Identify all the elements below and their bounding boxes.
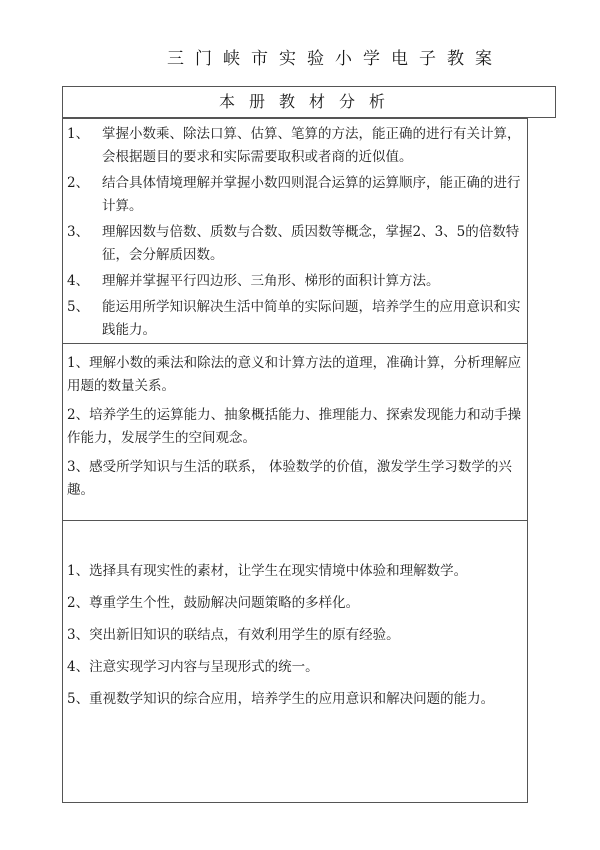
- list-item: 3、感受所学知识与生活的联系， 体验数学的价值，激发学生学习数学的兴趣。: [67, 459, 512, 498]
- item-number: 4、: [67, 273, 90, 289]
- item-text: 理解因数与倍数、质数与合数、质因数等概念，掌握2、3、5的倍数特征，会分解质因数。: [102, 224, 520, 263]
- list-item: [67, 296, 525, 342]
- knowledge-points-list: [67, 123, 525, 345]
- item-number: 1、: [67, 126, 90, 142]
- item-number: 2、: [67, 175, 90, 191]
- list-item: 2、培养学生的运算能力、抽象概括能力、推理能力、探索发现能力和动手操作能力，发展学生的空间观念。: [67, 407, 522, 446]
- section-divider: [62, 520, 528, 521]
- list-item: 2、尊重学生个性，鼓励解决问题策略的多样化。: [67, 595, 360, 611]
- list-item: 1、理解小数的乘法和除法的意义和计算方法的道理，准确计算，分析理解应用题的数量关系。: [67, 355, 522, 394]
- list-item: 5、重视数学知识的综合应用，培养学生的应用意识和解决问题的能力。: [67, 691, 495, 707]
- item-text: 理解并掌握平行四边形、三角形、梯形的面积计算方法。: [102, 273, 440, 289]
- item-text: 结合具体情境理解并掌握小数四则混合运算的运算顺序，能正确的进行计算。: [102, 175, 521, 214]
- page-title: 三门峡市实验小学电子教案: [167, 49, 503, 69]
- teaching-suggestions-list: [67, 560, 527, 720]
- teaching-goals-list: [67, 352, 527, 508]
- item-number: 3、: [67, 224, 90, 240]
- list-item: [67, 221, 525, 267]
- item-text: 掌握小数乘、除法口算、估算、笔算的方法，能正确的进行有关计算，会根据题目的要求和实际需要取积或者商的近似值。: [102, 126, 521, 165]
- list-item: [67, 172, 525, 218]
- list-item: 3、突出新旧知识的联结点，有效利用学生的原有经验。: [67, 627, 400, 643]
- list-item: 4、注意实现学习内容与呈现形式的统一。: [67, 659, 319, 675]
- item-number: 5、: [67, 299, 90, 315]
- section-header: 本册教材分析: [62, 86, 556, 118]
- list-item: [67, 270, 525, 293]
- list-item: 1、选择具有现实性的素材，让学生在现实情境中体验和理解数学。: [67, 563, 468, 579]
- item-text: 能运用所学知识解决生活中简单的实际问题，培养学生的应用意识和实践能力。: [102, 299, 521, 338]
- list-item: [67, 123, 525, 169]
